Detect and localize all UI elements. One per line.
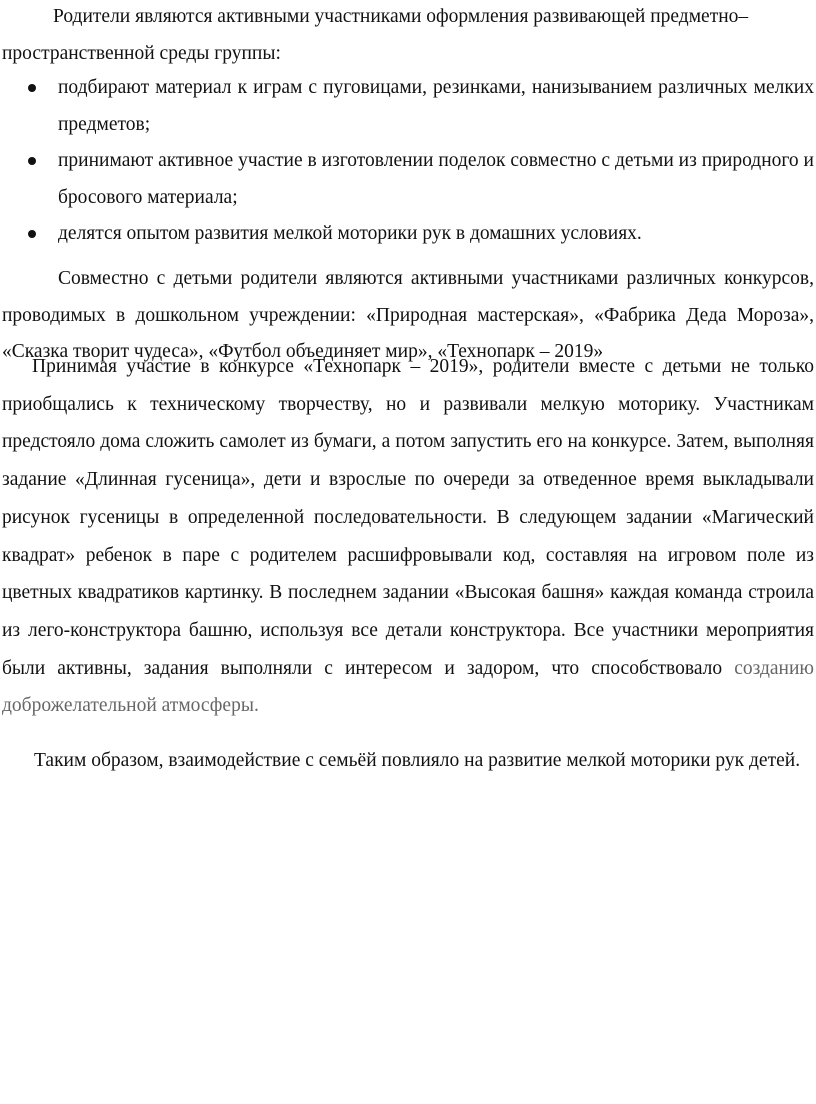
paragraph-intro: Родители являются активными участниками оформления развивающей предметно–пространственной среды группы: xyxy=(2,6,749,64)
list-item xyxy=(2,143,814,216)
list-item xyxy=(2,216,814,253)
bullet-list xyxy=(2,70,814,253)
paragraph-technopark-ending: созданию доброжелательной атмосферы. xyxy=(2,657,814,717)
paragraph-conclusion: Таким образом, взаимодействие с семьёй повлияло на развитие мелкой моторики рук детей. xyxy=(34,750,801,771)
list-item xyxy=(2,70,814,143)
bullet-icon xyxy=(28,84,36,92)
paragraph-technopark xyxy=(2,348,814,725)
list-item-text: делятся опытом развития мелкой моторики рук в домашних условиях. xyxy=(58,223,642,244)
paragraph-technopark-main: Принимая участие в конкурсе «Технопарк – 2019», родители вместе с детьми не только приобщались к техническому творчеству, но и развивали мелкую моторику. Участникам предстояло дома сложить самолет из бумаги, а потом запустить его на конкурсе. Затем, выполняя задание «Длинная гусеница», дети и взрослые по очереди за отведенное время выкладывали рисунок гусеницы в определенной последовательности. В следующем задании «Магический квадрат» ребенок в паре с родителем расшифровывали код, составляя на игровом поле из цветных квадратиков картинку. В последнем задании «Высокая башня» каждая команда строила из лего-конструктора башню, используя все детали конструктора. Все участники мероприятия были активны, задания выполняли с интересом и задором, что способствовало xyxy=(2,356,814,679)
list-item-text: подбирают материал к играм с пуговицами, резинками, нанизыванием различных мелких предметов; xyxy=(58,77,814,135)
bullet-icon xyxy=(28,157,36,165)
paragraph-contests: Совместно с детьми родители являются активными участниками различных конкурсов, проводимых в дошкольном учреждении: «Природная мастерская», «Фабрика Деда Мороза», «Сказка творит чудеса», «Футбол объединяет мир», «Технопарк – 2019» xyxy=(2,268,814,362)
list-item-text: принимают активное участие в изготовлении поделок совместно с детьми из природного и бросового материала; xyxy=(58,150,814,208)
bullet-icon xyxy=(28,230,36,238)
